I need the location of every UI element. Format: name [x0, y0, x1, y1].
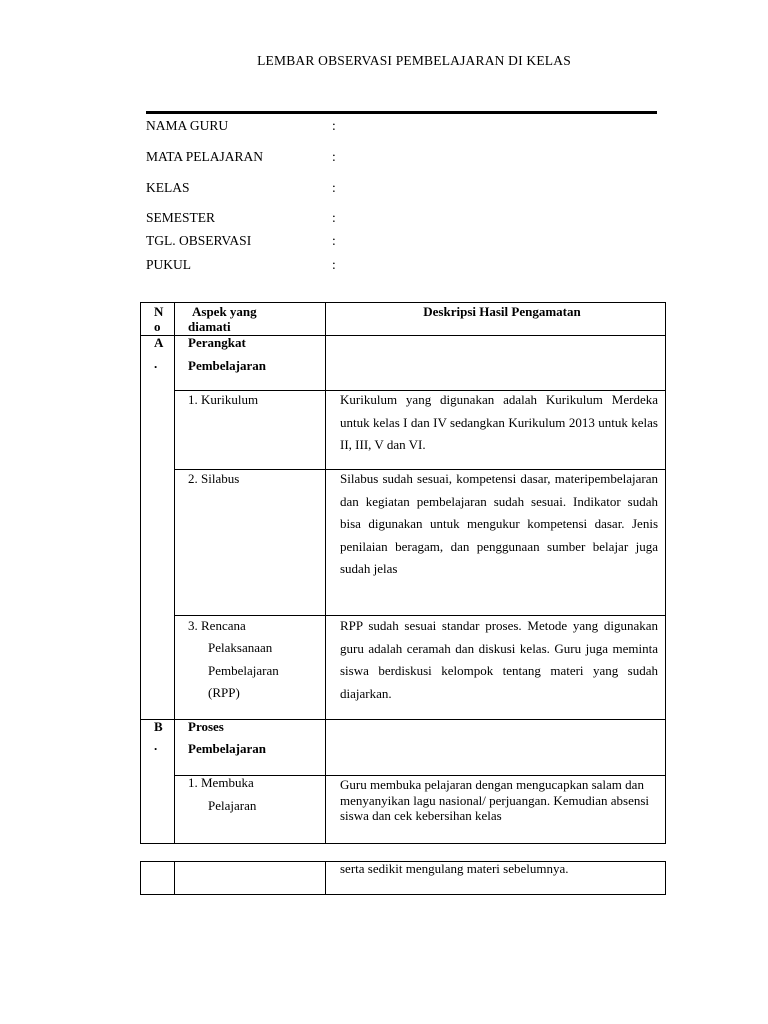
- column-divider-no: [174, 302, 175, 844]
- header-description: Deskripsi Hasil Pengamatan: [423, 304, 581, 319]
- aspect-rpp-1: 3. Rencana: [188, 618, 246, 633]
- title-divider: [146, 111, 657, 114]
- nama-guru-colon: :: [332, 118, 336, 133]
- section-b-letter: B: [154, 719, 163, 734]
- aspect-membuka-1: 1. Membuka: [188, 775, 254, 790]
- desc-kurikulum: Kurikulum yang digunakan adalah Kurikulum Merdeka untuk kelas I dan IV sedangkan Kurikulum 2013 untuk kelas II, III, V dan VI.: [340, 392, 658, 453]
- section-b-title-1: Proses: [188, 719, 224, 734]
- aspect-silabus: 2. Silabus: [188, 471, 240, 486]
- cont-divider-no: [174, 861, 175, 895]
- table-border-bottom: [140, 843, 666, 844]
- header-no-2: o: [154, 319, 161, 334]
- semester-label: SEMESTER: [146, 210, 216, 225]
- cont-border-right: [665, 861, 666, 895]
- desc-silabus: Silabus sudah sesuai, kompetensi dasar, materipembelajaran dan kegiatan pembelajaran sudah sesuai. Indikator sudah bisa digunakan untuk mengukur kompetensi dasar. Jenis penilaian beragam, dan penggunaan sumber belajar juga sudah jelas: [340, 471, 658, 577]
- desc-membuka: Guru membuka pelajaran dengan mengucapkan salam dan menyanyikan lagu nasional/ perjuangan. Kemudian absensi siswa dan cek kebersihan kelas: [340, 777, 650, 823]
- kelas-label: KELAS: [146, 180, 190, 195]
- aspect-kurikulum: 1. Kurikulum: [188, 392, 259, 407]
- desc-rpp: RPP sudah sesuai standar proses. Metode yang digunakan guru adalah ceramah dan diskusi kelas. Guru juga meminta siswa berdiskusi kelompok tentang materi yang sudah diajarkan.: [340, 618, 658, 701]
- semester-colon: :: [332, 210, 336, 225]
- section-b-dot: .: [154, 738, 158, 753]
- section-a-letter: A: [154, 335, 164, 350]
- aspect-rpp-2: Pelaksanaan: [208, 640, 273, 655]
- kelas-colon: :: [332, 180, 336, 195]
- aspect-rpp-4: (RPP): [208, 685, 240, 700]
- cont-border-bottom: [140, 894, 666, 895]
- tgl-observasi-label: TGL. OBSERVASI: [146, 233, 252, 248]
- document-title: LEMBAR OBSERVASI PEMBELAJARAN DI KELAS: [257, 53, 571, 68]
- column-divider-aspect: [325, 302, 326, 844]
- pukul-colon: :: [332, 257, 336, 272]
- aspect-membuka-2: Pelajaran: [208, 798, 257, 813]
- table-border-top: [140, 302, 666, 303]
- pukul-label: PUKUL: [146, 257, 192, 272]
- nama-guru-label: NAMA GURU: [146, 118, 229, 133]
- tgl-observasi-colon: :: [332, 233, 336, 248]
- section-b-title-2: Pembelajaran: [188, 741, 266, 756]
- section-a-dot: .: [154, 356, 158, 371]
- mata-pelajaran-label: MATA PELAJARAN: [146, 149, 264, 164]
- section-a-title-2: Pembelajaran: [188, 358, 266, 373]
- cont-divider-aspect: [325, 861, 326, 895]
- cont-border-left: [140, 861, 141, 895]
- header-aspect-1: Aspek yang: [192, 304, 257, 319]
- mata-pelajaran-colon: :: [332, 149, 336, 164]
- table-border-left: [140, 302, 141, 844]
- header-aspect-2: diamati: [188, 319, 231, 334]
- aspect-rpp-3: Pembelajaran: [208, 663, 279, 678]
- section-a-title-1: Perangkat: [188, 335, 246, 350]
- desc-continuation: serta sedikit mengulang materi sebelumnya.: [340, 861, 569, 876]
- header-no-1: N: [154, 304, 164, 319]
- table-border-right: [665, 302, 666, 844]
